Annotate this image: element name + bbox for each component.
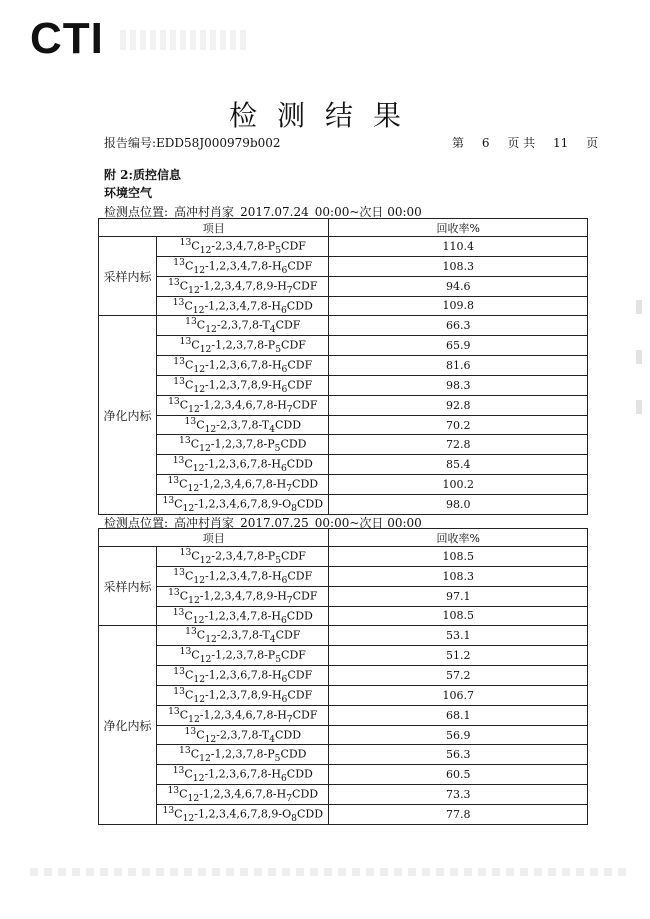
compound-cell: $^{13}C_{12}-1,2,3,4,7,8,9-H_7CDF$	[157, 586, 329, 606]
recovery-cell: 81.6	[329, 356, 588, 376]
location-name: 高冲村肖家	[174, 516, 235, 530]
table-row	[99, 566, 588, 586]
recovery-cell: 94.6	[329, 276, 588, 296]
group-label: 净化内标	[99, 626, 157, 824]
location-label: 检测点位置:	[104, 516, 169, 530]
category-title: 环境空气	[104, 186, 153, 200]
scan-edge-mark	[636, 300, 642, 314]
table-row	[99, 606, 588, 626]
scan-noise-footer	[30, 868, 630, 876]
group-label: 采样内标	[99, 547, 157, 626]
recovery-cell: 109.8	[329, 296, 588, 316]
qc-table-1	[98, 218, 588, 515]
compound-cell: $^{13}C_{12}-2,3,7,8-T_4CDF$	[157, 316, 329, 336]
table-row	[99, 626, 588, 646]
table-row	[99, 276, 588, 296]
compound-cell: $^{13}C_{12}-1,2,3,6,7,8-H_6CDF$	[157, 356, 329, 376]
page-prefix: 第	[452, 136, 465, 150]
page-total: 11	[552, 136, 569, 150]
compound-cell: $^{13}C_{12}-1,2,3,7,8,9-H_6CDF$	[157, 685, 329, 705]
location-name: 高冲村肖家	[174, 205, 235, 219]
compound-cell: $^{13}C_{12}-1,2,3,7,8-P_5CDF$	[157, 646, 329, 666]
table-header-row	[99, 529, 588, 547]
compound-cell: $^{13}C_{12}-1,2,3,7,8-P_5CDD$	[157, 745, 329, 765]
recovery-cell: 98.3	[329, 375, 588, 395]
table-row	[99, 256, 588, 276]
location-date: 2017.07.24	[240, 205, 309, 219]
table-row	[99, 705, 588, 725]
qc-table-2	[98, 528, 588, 825]
compound-cell: $^{13}C_{12}-2,3,4,7,8-P_5CDF$	[157, 237, 329, 257]
recovery-cell: 92.8	[329, 395, 588, 415]
recovery-cell: 77.8	[329, 804, 588, 824]
location-time: 00:00~次日 00:00	[314, 205, 422, 219]
table-row	[99, 356, 588, 376]
recovery-cell: 53.1	[329, 626, 588, 646]
compound-cell: $^{13}C_{12}-1,2,3,7,8-P_5CDF$	[157, 336, 329, 356]
compound-cell: $^{13}C_{12}-1,2,3,4,6,7,8-H_7CDF$	[157, 705, 329, 725]
table-row	[99, 415, 588, 435]
recovery-cell: 72.8	[329, 435, 588, 455]
compound-cell: $^{13}C_{12}-1,2,3,4,7,8,9-H_7CDF$	[157, 276, 329, 296]
recovery-cell: 108.3	[329, 256, 588, 276]
recovery-cell: 108.5	[329, 547, 588, 567]
table-row	[99, 646, 588, 666]
recovery-cell: 85.4	[329, 455, 588, 475]
table-row	[99, 296, 588, 316]
compound-cell: $^{13}C_{12}-1,2,3,4,7,8-H_6CDF$	[157, 256, 329, 276]
compound-cell: $^{13}C_{12}-1,2,3,6,7,8-H_6CDD$	[157, 765, 329, 785]
scan-edge-mark	[636, 350, 642, 364]
group-label: 采样内标	[99, 237, 157, 316]
compound-cell: $^{13}C_{12}-1,2,3,6,7,8-H_6CDF$	[157, 666, 329, 686]
recovery-cell: 98.0	[329, 494, 588, 514]
table-row	[99, 785, 588, 805]
table-row	[99, 666, 588, 686]
location-label: 检测点位置:	[104, 205, 169, 219]
report-number: EDD58J000979b002	[156, 136, 281, 150]
compound-cell: $^{13}C_{12}-1,2,3,4,7,8-H_6CDD$	[157, 296, 329, 316]
recovery-cell: 108.5	[329, 606, 588, 626]
logo-watermark	[120, 30, 250, 50]
page-indicator	[452, 134, 598, 151]
recovery-cell: 56.9	[329, 725, 588, 745]
table-row	[99, 375, 588, 395]
page-mid: 页 共	[507, 136, 536, 150]
table-row	[99, 475, 588, 495]
table-row	[99, 316, 588, 336]
compound-cell: $^{13}C_{12}-1,2,3,4,6,7,8-H_7CDF$	[157, 395, 329, 415]
location-time: 00:00~次日 00:00	[314, 516, 422, 530]
report-number-label: 报告编号:	[104, 136, 157, 150]
compound-cell: $^{13}C_{12}-1,2,3,6,7,8-H_6CDD$	[157, 455, 329, 475]
compound-cell: $^{13}C_{12}-1,2,3,4,7,8-H_6CDF$	[157, 566, 329, 586]
location-date: 2017.07.25	[240, 516, 309, 530]
header-item: 项目	[99, 529, 329, 547]
table-row	[99, 685, 588, 705]
scan-edge-mark	[636, 400, 642, 414]
table-row	[99, 765, 588, 785]
recovery-cell: 60.5	[329, 765, 588, 785]
recovery-cell: 66.3	[329, 316, 588, 336]
table-row	[99, 804, 588, 824]
compound-cell: $^{13}C_{12}-1,2,3,4,6,7,8,9-O_8CDD$	[157, 494, 329, 514]
table-header-row	[99, 219, 588, 237]
table-row	[99, 494, 588, 514]
recovery-cell: 51.2	[329, 646, 588, 666]
recovery-cell: 106.7	[329, 685, 588, 705]
group-label: 净化内标	[99, 316, 157, 514]
page-current: 6	[481, 136, 490, 150]
header-item: 项目	[99, 219, 329, 237]
recovery-cell: 70.2	[329, 415, 588, 435]
compound-cell: $^{13}C_{12}-2,3,4,7,8-P_5CDF$	[157, 547, 329, 567]
compound-cell: $^{13}C_{12}-2,3,7,8-T_4CDF$	[157, 626, 329, 646]
table-row	[99, 455, 588, 475]
recovery-cell: 97.1	[329, 586, 588, 606]
company-logo: CTI	[30, 14, 104, 63]
table-row	[99, 336, 588, 356]
recovery-cell: 100.2	[329, 475, 588, 495]
compound-cell: $^{13}C_{12}-1,2,3,4,6,7,8-H_7CDD$	[157, 785, 329, 805]
compound-cell: $^{13}C_{12}-1,2,3,7,8,9-H_6CDF$	[157, 375, 329, 395]
report-number-line	[104, 134, 281, 151]
compound-cell: $^{13}C_{12}-1,2,3,4,7,8-H_6CDD$	[157, 606, 329, 626]
table-row	[99, 435, 588, 455]
table-row	[99, 547, 588, 567]
page-suffix: 页	[586, 136, 599, 150]
page-title: 检测结果	[228, 99, 421, 132]
compound-cell: $^{13}C_{12}-2,3,7,8-T_4CDD$	[157, 415, 329, 435]
recovery-cell: 56.3	[329, 745, 588, 765]
recovery-cell: 57.2	[329, 666, 588, 686]
table-row	[99, 395, 588, 415]
recovery-cell: 110.4	[329, 237, 588, 257]
recovery-cell: 73.3	[329, 785, 588, 805]
header-recovery: 回收率%	[329, 529, 588, 547]
appendix-title: 附 2:质控信息	[104, 168, 181, 182]
header-recovery: 回收率%	[329, 219, 588, 237]
recovery-cell: 65.9	[329, 336, 588, 356]
recovery-cell: 68.1	[329, 705, 588, 725]
table-row	[99, 237, 588, 257]
table-row	[99, 586, 588, 606]
table-row	[99, 725, 588, 745]
compound-cell: $^{13}C_{12}-1,2,3,4,6,7,8-H_7CDD$	[157, 475, 329, 495]
recovery-cell: 108.3	[329, 566, 588, 586]
compound-cell: $^{13}C_{12}-2,3,7,8-T_4CDD$	[157, 725, 329, 745]
compound-cell: $^{13}C_{12}-1,2,3,4,6,7,8,9-O_8CDD$	[157, 804, 329, 824]
table-row	[99, 745, 588, 765]
compound-cell: $^{13}C_{12}-1,2,3,7,8-P_5CDD$	[157, 435, 329, 455]
